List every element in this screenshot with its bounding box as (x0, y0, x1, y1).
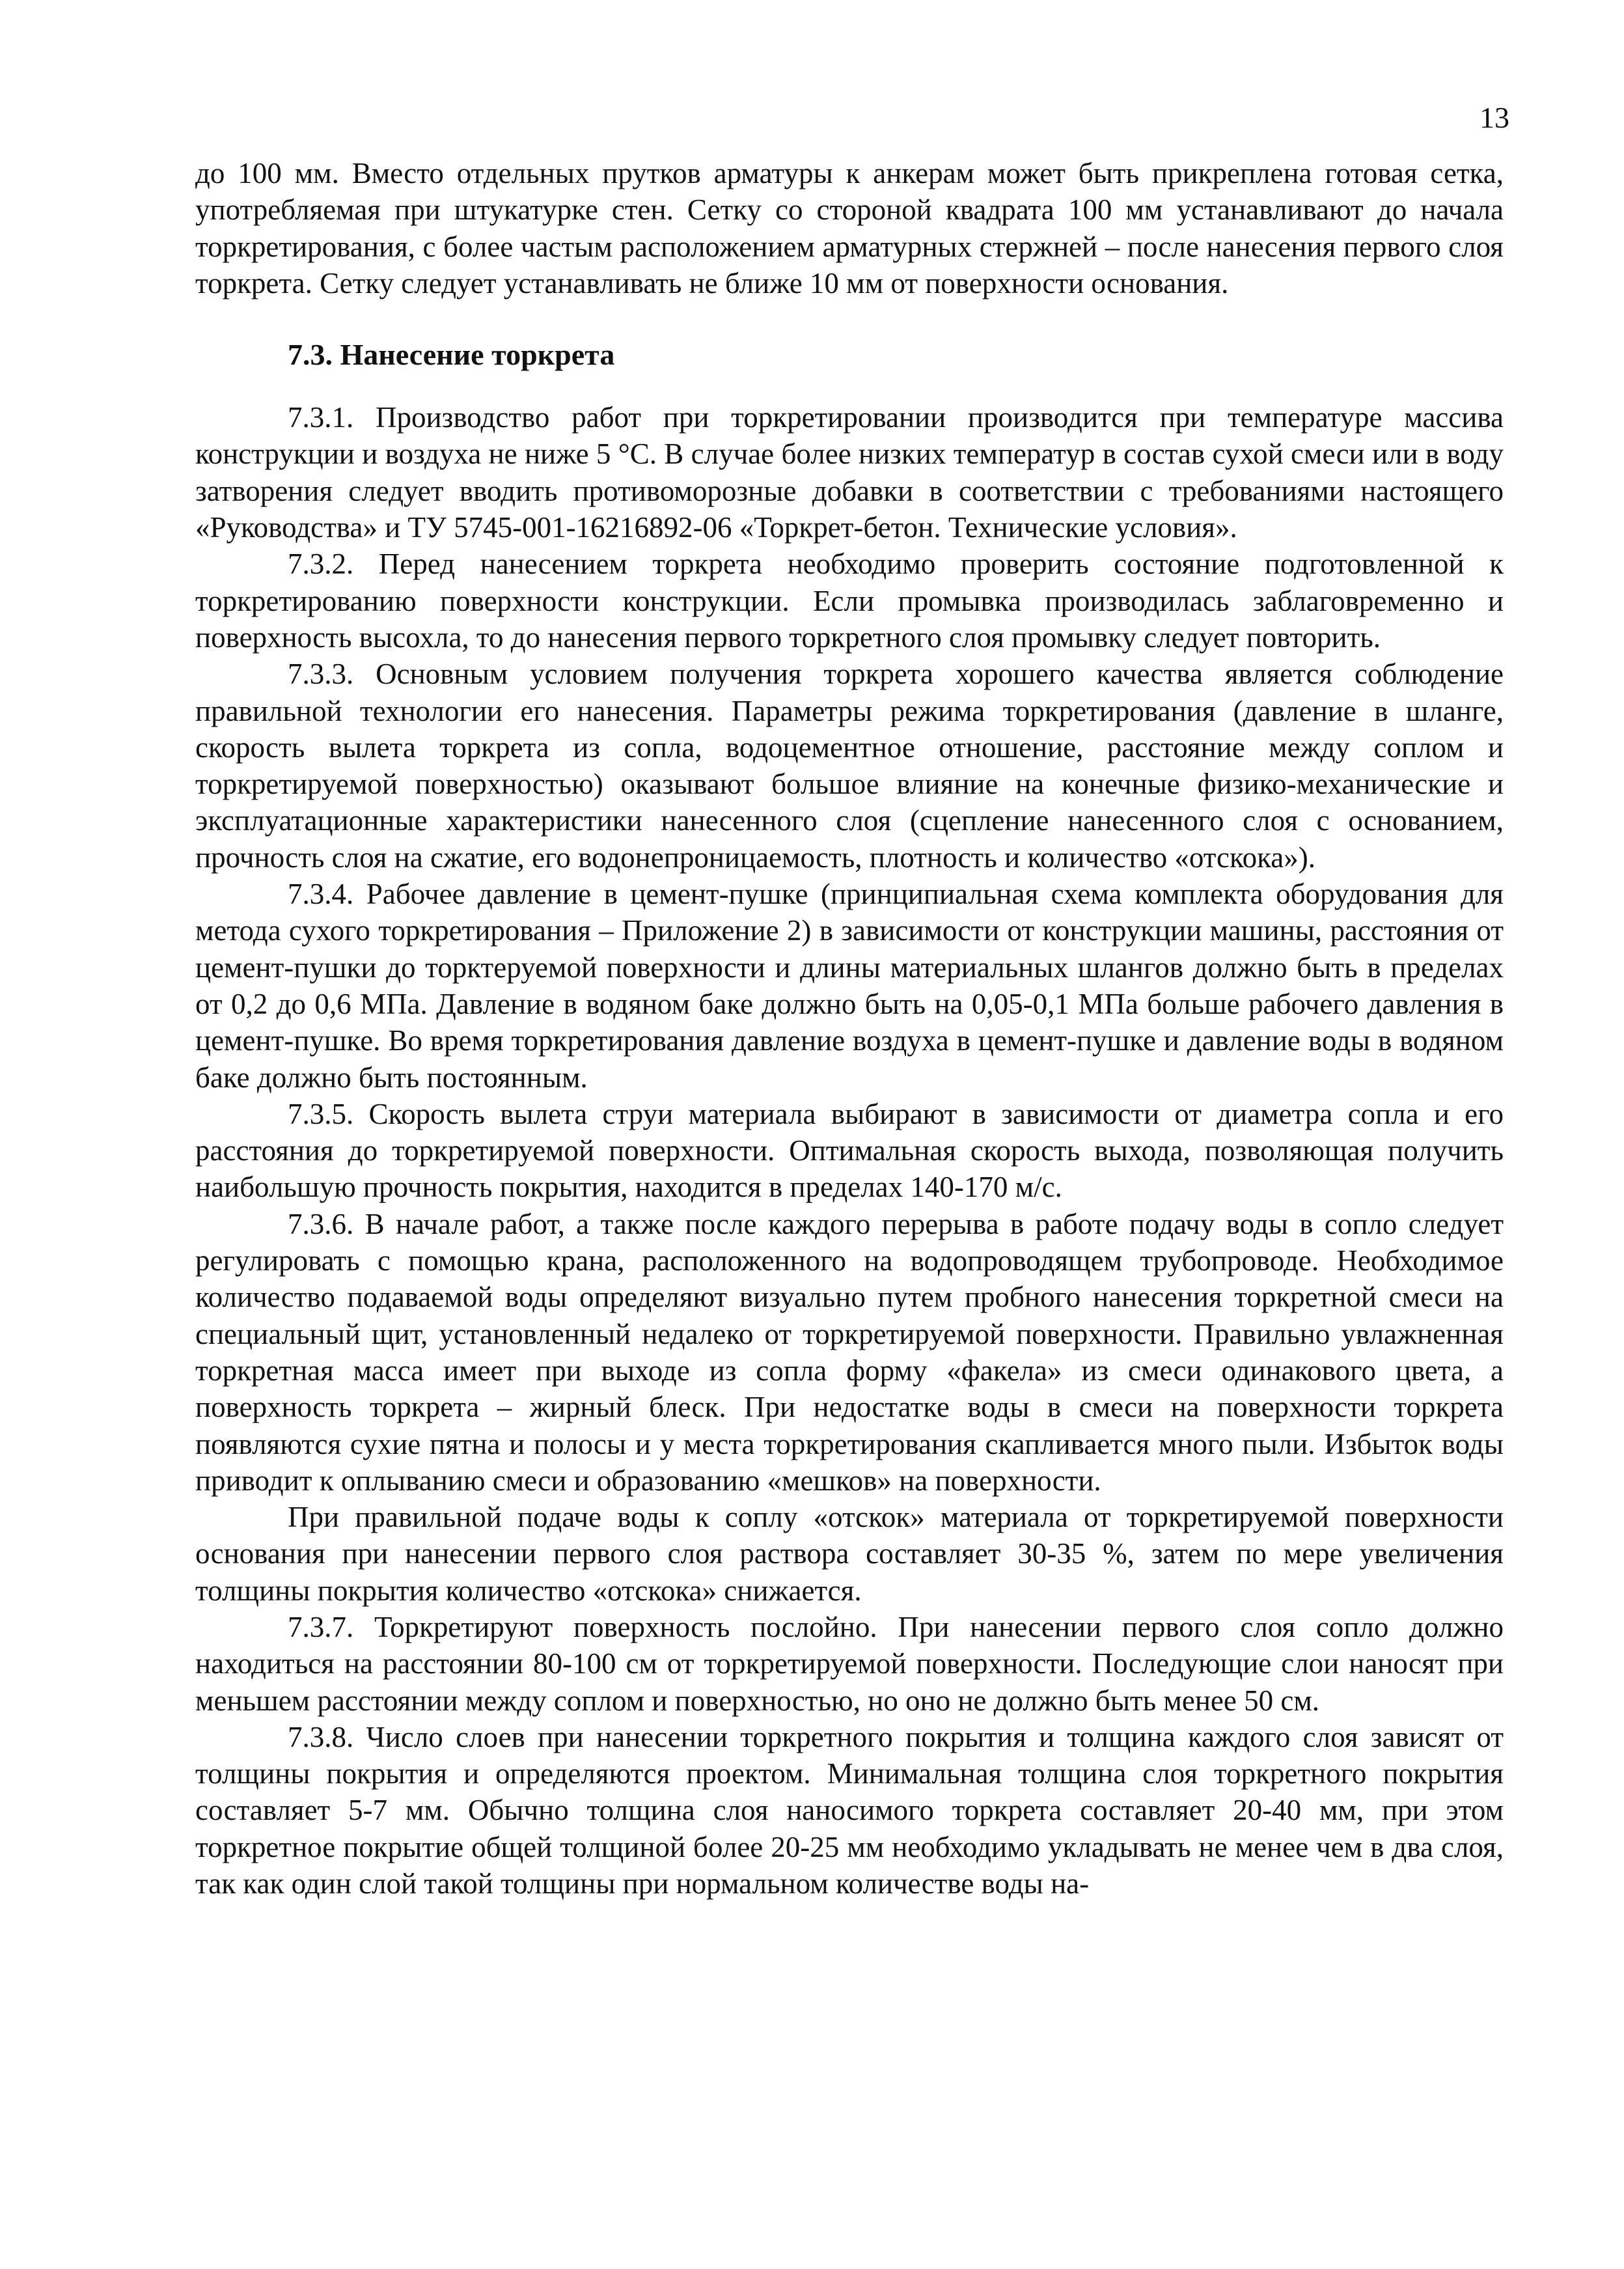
document-body (195, 155, 1504, 1902)
paragraph-7-3-7: 7.3.7. Торкретируют поверхность послойно. При нанесении первого слоя сопло должно находиться на расстоянии 80-100 см от торкретируемой поверхности. Последующие слои наносят при меньшем расстоянии между соплом и поверхностью, но оно не должно быть менее 50 см. (195, 1610, 1504, 1717)
intro-paragraph: до 100 мм. Вместо отдельных прутков арматуры к анкерам может быть прикреплена готовая сетка, употребляемая при штукатурке стен. Сетку со стороной квадрата 100 мм устанавливают до начала торкретирования, с более частым расположением арматурных стержней – после нанесения первого слоя торкрета. Сетку следует устанавливать не ближе 10 мм от поверхности основания. (195, 157, 1504, 299)
paragraph-7-3-1: 7.3.1. Производство работ при торкретировании производится при температуре массива конструкции и воздуха не ниже 5 °С. В случае более низких температур в состав сухой смеси или в воду затворения следует вводить противоморозные добавки в соответствии с требованиями настоящего «Руководства» и ТУ 5745-001-16216892-06 «Торкрет-бетон. Технические условия». (195, 401, 1504, 544)
paragraph-7-3-3: 7.3.3. Основным условием получения торкрета хорошего качества является соблюдение правильной технологии его нанесения. Параметры режима торкретирования (давление в шланге, скорость вылета торкрета из сопла, водоцементное отношение, расстояние между соплом и торкретируемой поверхностью) оказывают большое влияние на конечные физико-механические и эксплуатационные характеристики нанесенного слоя (сцепление нанесенного слоя с основанием, прочность слоя на сжатие, его водонепроницаемость, плотность и количество «отскока»). (195, 658, 1504, 874)
section-heading: 7.3. Нанесение торкрета (288, 338, 615, 372)
paragraph-rebound: При правильной подаче воды к соплу «отскок» материала от торкретируемой поверхности основания при нанесении первого слоя раствора составляет 30-35 %, затем по мере увеличения толщины покрытия количество «отскока» снижается. (195, 1501, 1504, 1607)
page-number: 13 (1479, 101, 1509, 134)
paragraph-7-3-2: 7.3.2. Перед нанесением торкрета необходимо проверить состояние подготовленной к торкретированию поверхности конструкции. Если промывка производилась заблаговременно и поверхность высохла, то до нанесения первого торкретного слоя промывку следует повторить. (195, 548, 1504, 654)
paragraph-7-3-8: 7.3.8. Число слоев при нанесении торкретного покрытия и толщина каждого слоя зависят от толщины покрытия и определяются проектом. Минимальная толщина слоя торкретного покрытия составляет 5-7 мм. Обычно толщина слоя наносимого торкрета составляет 20-40 мм, при этом торкретное покрытие общей толщиной более 20-25 мм необходимо укладывать не менее чем в два слоя, так как один слой такой толщины при нормальном количестве воды на- (195, 1720, 1504, 1900)
paragraph-7-3-5: 7.3.5. Скорость вылета струи материала выбирают в зависимости от диаметра сопла и его расстояния до торкретируемой поверхности. Оптимальная скорость выхода, позволяющая получить наибольшую прочность покрытия, находится в пределах 140-170 м/с. (195, 1097, 1504, 1204)
paragraph-7-3-6: 7.3.6. В начале работ, а также после каждого перерыва в работе подачу воды в сопло следует регулировать с помощью крана, расположенного на водопроводящем трубопроводе. Необходимое количество подаваемой воды определяют визуально путем пробного нанесения торкретной смеси на специальный щит, установленный недалеко от торкретируемой поверхности. Правильно увлажненная торкретная масса имеет при выходе из сопла форму «факела» из смеси одинакового цвета, а поверхность торкрета – жирный блеск. При недостатке воды в смеси на поверхности торкрета появляются сухие пятна и полосы и у места торкретирования скапливается много пыли. Избыток воды приводит к оплыванию смеси и образованию «мешков» на поверхности. (195, 1207, 1504, 1497)
paragraph-7-3-4: 7.3.4. Рабочее давление в цемент-пушке (принципиальная схема комплекта оборудования для метода сухого торкретирования – Приложение 2) в зависимости от конструкции машины, расстояния от цемент-пушки до торктеруемой поверхности и длины материальных шлангов должно быть в пределах от 0,2 до 0,6 МПа. Давление в водяном баке должно быть на 0,05-0,1 МПа больше рабочего давления в цемент-пушке. Во время торкретирования давление воздуха в цемент-пушке и давление воды в водяном баке должно быть постоянным. (195, 878, 1504, 1094)
